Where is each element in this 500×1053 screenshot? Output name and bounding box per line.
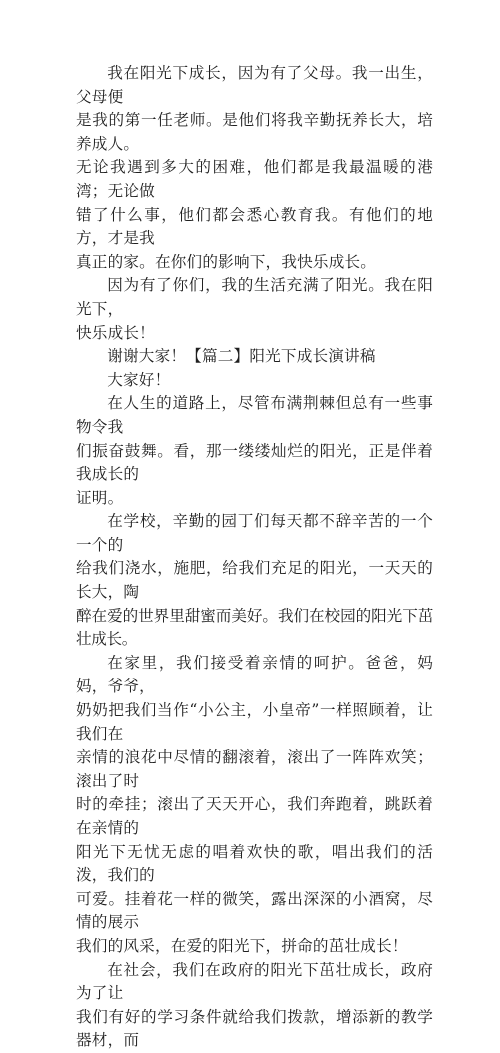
text-line: 我在阳光下成长，因为有了父母。我一出生，父母便: [76, 64, 433, 106]
text-line: 给我们浇水，施肥，给我们充足的阳光，一天天的长大，陶: [76, 559, 433, 602]
text-line: 我们的风采，在爱的阳光下，拼命的茁壮成长！: [76, 936, 408, 955]
text-line: 们振奋鼓舞。看，那一缕缕灿烂的阳光，正是伴着我成长的: [76, 441, 433, 484]
paragraph-because-of-you: [76, 274, 433, 345]
section-heading: 谢谢大家！【篇二】阳光下成长演讲稿: [107, 347, 376, 366]
greeting-text: 大家好！: [107, 370, 171, 389]
text-line: 亲情的浪花中尽情的翻滚着，滚出了一阵阵欢笑；滚出了时: [76, 748, 433, 790]
text-line: 可爱。挂着花一样的微笑，露出深深的小酒窝，尽情的展示: [76, 889, 433, 932]
text-line: 错了什么事，他们都会悉心教育我。有他们的地方，才是我: [76, 205, 433, 248]
paragraph-thanks-heading: [76, 345, 433, 369]
text-line: 因为有了你们，我的生活充满了阳光。我在阳光下，: [76, 276, 433, 318]
paragraph-life-road: [76, 392, 433, 510]
paragraph-society: [76, 959, 433, 1053]
paragraph-parents: [76, 62, 433, 274]
text-line: 证明。: [76, 488, 124, 507]
text-line: 在社会，我们在政府的阳光下茁壮成长，政府为了让: [76, 960, 433, 1003]
text-line: 是我的第一任老师。是他们将我辛勤抚养长大，培养成人。: [76, 111, 433, 153]
text-line: 快乐成长！: [76, 323, 155, 342]
text-line: 奶奶把我们当作“小公主，小皇帝”一样照顾着，让我们在: [76, 701, 433, 743]
paragraph-home: [76, 652, 433, 959]
text-line: 阳光下无忧无虑的唱着欢快的歌，唱出我们的活泼，我们的: [76, 842, 433, 885]
text-line: 时的牵挂；滚出了天天开心，我们奔跑着，跳跃着在亲情的: [76, 795, 433, 837]
text-line: 在家里，我们接受着亲情的呵护。爸爸，妈妈，爷爷，: [76, 653, 433, 696]
text-line: 在人生的道路上，尽管布满荆棘但总有一些事物令我: [76, 394, 433, 436]
text-line: 无论我遇到多大的困难，他们都是我最温暖的港湾；无论做: [76, 158, 433, 200]
text-line: 真正的家。在你们的影响下，我快乐成长。: [76, 252, 377, 271]
text-line: 在学校，辛勤的园丁们每天都不辞辛苦的一个一个的: [76, 512, 433, 554]
paragraph-school: [76, 510, 433, 652]
paragraph-greeting: [76, 369, 433, 393]
text-line: 醉在爱的世界里甜蜜而美好。我们在校园的阳光下茁壮成长。: [76, 606, 433, 649]
document-page: [76, 62, 433, 1053]
text-line: 我们有好的学习条件就给我们拨款，增添新的教学器材，而: [76, 1007, 433, 1050]
